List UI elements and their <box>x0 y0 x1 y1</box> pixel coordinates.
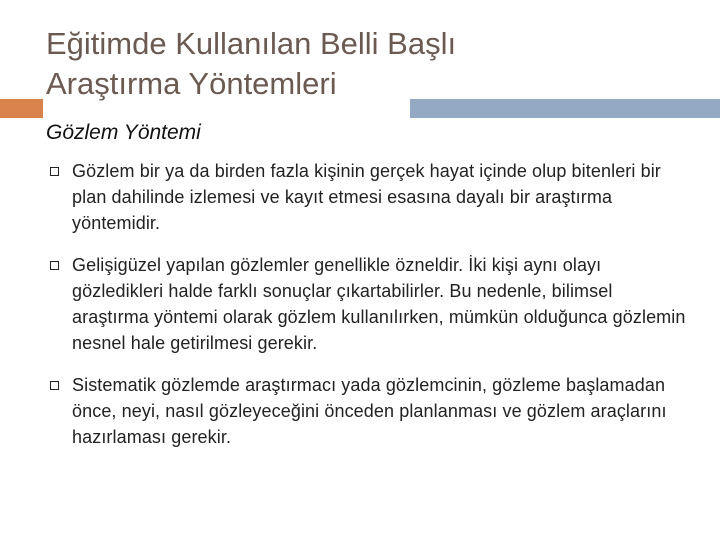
bullet-item <box>46 252 686 356</box>
section-subtitle: Gözlem Yöntemi <box>46 121 201 144</box>
bullet-text: Sistematik gözlemde araştırmacı yada gözlemcinin, gözleme başlamadan önce, neyi, nasıl gözleyeceğini önceden planlanması ve gözlem araçlarını hazırlaması gerekir. <box>72 375 667 447</box>
square-bullet-icon <box>50 261 59 270</box>
slide-title <box>46 24 686 104</box>
bullet-text: Gelişigüzel yapılan gözlemler genellikle özneldir. İki kişi aynı olayı gözledikleri halde farklı sonuçlar çıkartabilirler. Bu nedenle, bilimsel araştırma yöntemi olarak gözlem kullanılırken, mümkün olduğunca gözlemin nesnel hale getirilmesi gerekir. <box>72 255 686 353</box>
slide-title-line-1: Eğitimde Kullanılan Belli Başlı <box>46 26 457 61</box>
square-bullet-icon <box>50 167 59 176</box>
slide-title-line-2: Araştırma Yöntemleri <box>46 66 337 101</box>
bullet-list <box>46 158 686 466</box>
bullet-item <box>46 372 686 450</box>
bullet-text: Gözlem bir ya da birden fazla kişinin gerçek hayat içinde olup bitenleri bir plan dahilinde izlemesi ve kayıt etmesi esasına dayalı bir araştırma yöntemidir. <box>72 161 661 233</box>
bullet-item <box>46 158 686 236</box>
square-bullet-icon <box>50 381 59 390</box>
title-accent-bar <box>0 99 43 118</box>
